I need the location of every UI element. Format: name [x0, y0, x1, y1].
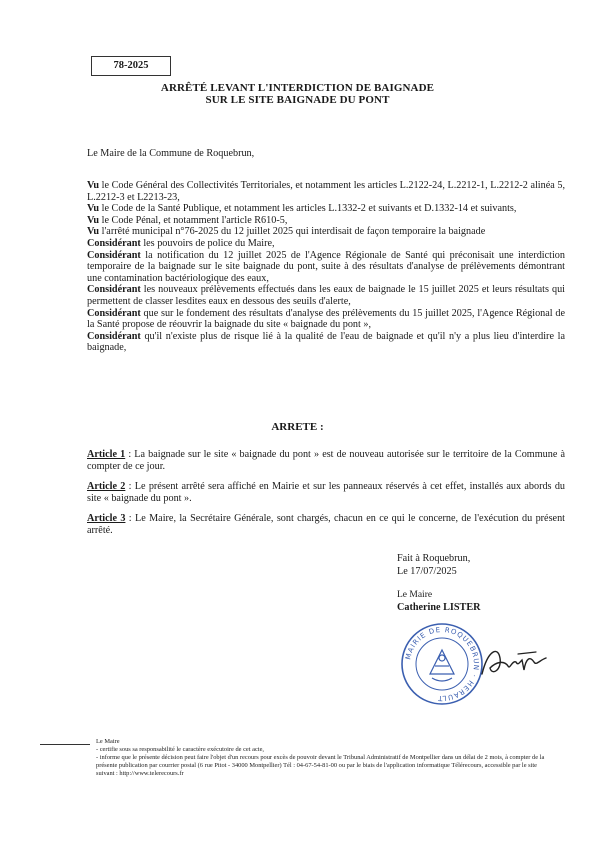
intro-line: Le Maire de la Commune de Roquebrun,	[87, 148, 255, 159]
arrete-heading: ARRETE :	[271, 421, 324, 433]
article-label: Article 2	[87, 481, 126, 493]
footer-divider	[40, 744, 90, 745]
municipal-seal-icon	[400, 622, 484, 706]
visa-item: Vu le Code Général des Collectivités Territoriales, et notamment les articles L.2122-24, L.2212-1, L.2212-2 alinéa 5, L.2212-3 et L2213-23,	[87, 180, 565, 203]
visa-item: Vu le Code Pénal, et notamment l'article R610-5,	[87, 214, 288, 226]
svg-text:MAIRIE DE ROQUEBRUN · HERAULT: MAIRIE DE ROQUEBRUN · HERAULT	[404, 625, 481, 703]
signatory-name: Catherine LISTER	[397, 602, 481, 613]
visas-list	[87, 180, 565, 354]
signature-role: Le Maire	[397, 590, 433, 600]
article-item: Article 2 : Le présent arrêté sera affiché en Mairie et sur les panneaux réservés à cet effet, installés aux abords du site « baignade du pont ».	[87, 481, 566, 504]
considerant-item: Considérant la notification du 12 juillet 2025 de l'Agence Régionale de Santé qui préconisait une interdiction temporaire de la baignade sur le site baignade du pont, suite à des résultats d'analyse de prélèvements démontrant une contamination bactériologique des eaux,	[87, 249, 565, 284]
document-title-line2: SUR LE SITE BAIGNADE DU PONT	[205, 94, 390, 106]
articles-list	[87, 449, 565, 546]
visa-item: Vu l'arrêté municipal n°76-2025 du 12 juillet 2025 qui interdisait de façon temporaire la baignade	[87, 226, 486, 238]
reference-number: 78-2025	[91, 56, 171, 76]
article-label: Article 1	[87, 449, 126, 460]
considerant-item: Considérant les nouveaux prélèvements effectués dans les eaux de baignade le 15 juillet 2025 et leurs résultats qui permettent de classer lesdites eaux en dessous des seuils d'alerte,	[87, 284, 565, 307]
visa-item: Vu le Code de la Santé Publique, et notamment les articles L.1332-2 et suivants et D.1332-14 et suivants,	[87, 203, 517, 215]
signature-date: Le 17/07/2025	[397, 566, 457, 577]
footer-line: Le Maire	[96, 738, 120, 745]
article-item: Article 1 : La baignade sur le site « baignade du pont » est de nouveau autorisée sur le territoire de la Commune à compter de ce jour.	[87, 449, 565, 472]
footer-notice	[96, 738, 556, 778]
article-item: Article 3 : Le Maire, la Secrétaire Générale, sont chargés, chacun en ce qui le concerne, de l'exécution du présent arrêté.	[87, 513, 565, 536]
article-label: Article 3	[87, 513, 126, 525]
considerant-item: Considérant que sur le fondement des résultats d'analyse des prélèvements du 15 juillet 2025, l'Agence Régional de la Santé propose de réouvrir la baignade du site « baignade du pont »,	[87, 307, 565, 331]
signature-place-date	[397, 552, 470, 578]
considerant-item: Considérant les pouvoirs de police du Maire,	[87, 237, 275, 249]
considerant-item: Considérant qu'il n'existe plus de risque lié à la qualité de l'eau de baignade et qu'il n'y a plus lieu d'interdire la baignade,	[87, 330, 565, 354]
signature-place: Fait à Roquebrun,	[397, 553, 471, 564]
document-title-line1: ARRÊTÉ LEVANT L'INTERDICTION DE BAIGNADE	[160, 82, 435, 94]
footer-line: - informe que le présente décision peut faire l'objet d'un recours pour excès de pouvoir devant le Tribunal Administratif de Montpellier dans un délai de 2 mois, à compter de la présente publication par courrier postal (6 rue Pitot - 34000 Montpellier) Tél : 04-67-54-81-00 ou par le biais de l'application informatique Télérecours, accessible par le site suivant : http://www.telerecours.fr	[96, 754, 545, 777]
signature-icon	[478, 640, 550, 682]
footer-line: - certifie sous sa responsabilité le caractère exécutoire de cet acte,	[96, 746, 265, 753]
